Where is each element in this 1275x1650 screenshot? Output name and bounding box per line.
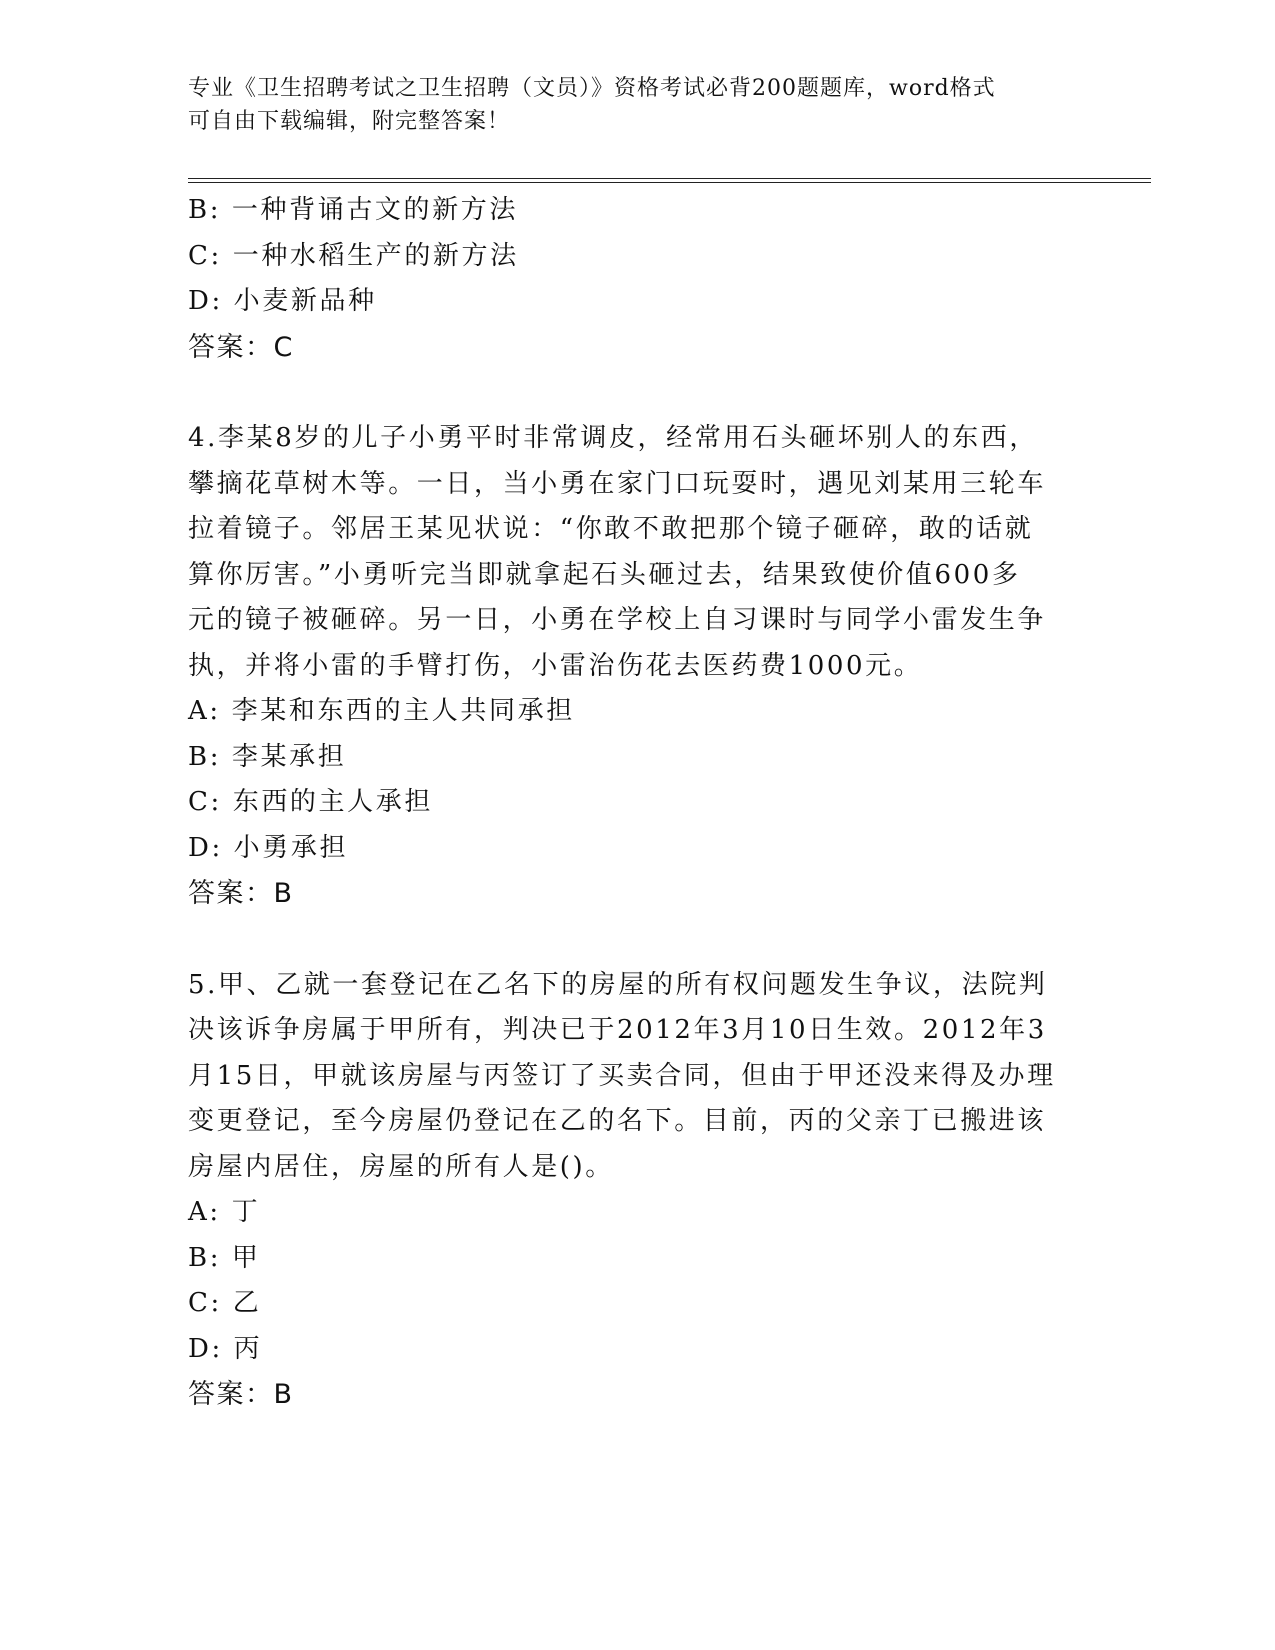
option-a: A: 李某和东西的主人共同承担 — [188, 696, 575, 726]
answer-line: 答案：B — [188, 1379, 294, 1410]
option-a: A: 丁 — [188, 1197, 261, 1227]
question-stem-line: 变更登记，至今房屋仍登记在乙的名下。目前，丙的父亲丁已搬进该 — [188, 1106, 1047, 1136]
option-c: C: 乙 — [188, 1288, 262, 1318]
answer-line: 答案：B — [188, 878, 294, 909]
question-4 — [188, 416, 1078, 917]
option-c: C: 一种水稻生产的新方法 — [188, 240, 519, 271]
option-d: D: 小麦新品种 — [188, 286, 377, 316]
question-stem-line: 拉着镜子。邻居王某见状说：“你敢不敢把那个镜子砸碎，敢的话就 — [188, 514, 1034, 544]
option-d: D: 丙 — [188, 1333, 263, 1364]
question-stem-line: 元的镜子被砸碎。另一日，小勇在学校上自习课时与同学小雷发生争 — [188, 605, 1047, 635]
option-b: B: 甲 — [188, 1242, 261, 1273]
question-stem-line: 决该诉争房属于甲所有，判决已于2012年3月10日生效。2012年3 — [188, 1015, 1047, 1045]
document-body — [188, 188, 1078, 1418]
answer-line: 答案：C — [188, 331, 294, 363]
question-5 — [188, 963, 1078, 1418]
header-line-1: 专业《卫生招聘考试之卫生招聘（文员）》资格考试必背200题题库，word格式 — [188, 76, 996, 101]
header-line-2: 可自由下载编辑，附完整答案！ — [188, 109, 511, 134]
option-c: C: 东西的主人承担 — [188, 787, 433, 817]
question-stem-line: 攀摘花草树木等。一日，当小勇在家门口玩耍时，遇见刘某用三轮车 — [188, 468, 1047, 499]
question-stem-line: 房屋内居住，房屋的所有人是()。 — [188, 1151, 614, 1182]
question-stem-line: 算你厉害。”小勇听完当即就拿起石头砸过去，结果致使价值600多 — [188, 559, 1021, 590]
spacer — [188, 917, 1078, 963]
question-stem-line: 月15日，甲就该房屋与丙签订了买卖合同，但由于甲还没来得及办理 — [188, 1060, 1056, 1091]
question-stem-line: 执，并将小雷的手臂打伤，小雷治伤花去医药费1000元。 — [188, 650, 923, 681]
option-b: B: 李某承担 — [188, 741, 347, 772]
option-b: B: 一种背诵古文的新方法 — [188, 195, 518, 225]
header-divider — [188, 178, 1151, 183]
question-3-tail — [188, 188, 1078, 370]
question-stem-line: 4.李某8岁的儿子小勇平时非常调皮，经常用石头砸坏别人的东西， — [188, 423, 1038, 453]
option-d: D: 小勇承担 — [188, 832, 349, 863]
page-header — [188, 72, 1088, 138]
question-stem-line: 5.甲、乙就一套登记在乙名下的房屋的所有权问题发生争议，法院判 — [188, 969, 1048, 1000]
spacer — [188, 370, 1078, 416]
